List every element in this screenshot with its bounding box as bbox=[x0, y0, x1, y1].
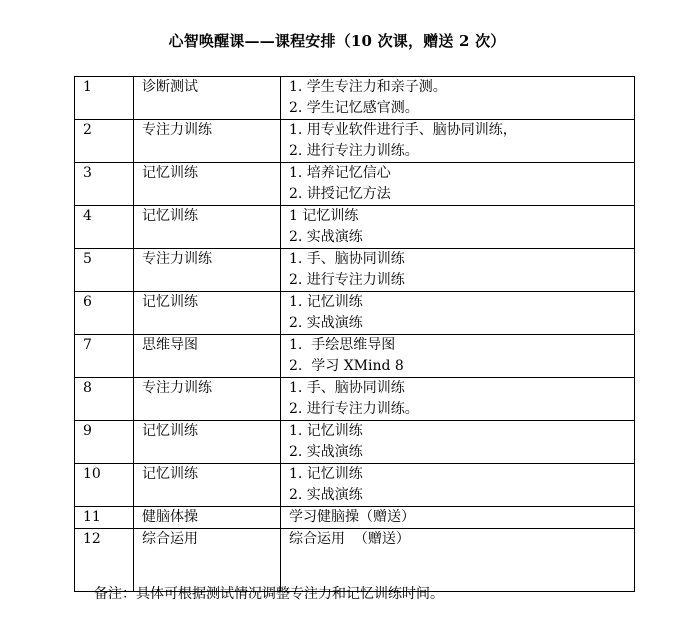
session-number: 12 bbox=[75, 529, 134, 592]
content-line: 1 记忆训练 bbox=[289, 208, 359, 224]
session-number: 6 bbox=[75, 292, 134, 335]
table-row bbox=[75, 421, 635, 464]
session-content bbox=[281, 378, 635, 421]
content-line: 1. 培养记忆信心 bbox=[289, 165, 391, 181]
session-number: 7 bbox=[75, 335, 134, 378]
course-schedule-body bbox=[75, 77, 635, 592]
table-row bbox=[75, 77, 635, 120]
content-line: 1. 记忆训练 bbox=[289, 423, 363, 439]
table-row bbox=[75, 464, 635, 507]
session-content bbox=[281, 120, 635, 163]
content-line: 2. 进行专注力训练 bbox=[289, 272, 405, 288]
session-content bbox=[281, 249, 635, 292]
session-content bbox=[281, 77, 635, 120]
session-content bbox=[281, 421, 635, 464]
session-topic: 健脑体操 bbox=[134, 507, 281, 529]
course-schedule-table bbox=[74, 76, 635, 592]
content-line: 1. 记忆训练 bbox=[289, 466, 363, 482]
session-content bbox=[281, 335, 635, 378]
session-content bbox=[281, 163, 635, 206]
session-number: 8 bbox=[75, 378, 134, 421]
session-content bbox=[281, 529, 635, 592]
table-row bbox=[75, 292, 635, 335]
content-line: 综合运用 （赠送） bbox=[289, 531, 410, 547]
content-line: 1. 用专业软件进行手、脑协同训练， bbox=[289, 122, 517, 138]
content-line: 1. 手、脑协同训练 bbox=[289, 380, 405, 396]
session-content bbox=[281, 507, 635, 529]
session-topic: 思维导图 bbox=[134, 335, 281, 378]
session-topic: 记忆训练 bbox=[134, 206, 281, 249]
session-number: 9 bbox=[75, 421, 134, 464]
content-line: 2. 学生记忆感官测。 bbox=[289, 100, 419, 116]
content-line: 2. 进行专注力训练。 bbox=[289, 401, 419, 417]
session-topic: 记忆训练 bbox=[134, 163, 281, 206]
session-topic: 记忆训练 bbox=[134, 292, 281, 335]
session-topic: 专注力训练 bbox=[134, 120, 281, 163]
session-topic: 记忆训练 bbox=[134, 421, 281, 464]
session-number: 11 bbox=[75, 507, 134, 529]
session-content bbox=[281, 206, 635, 249]
session-topic: 诊断测试 bbox=[134, 77, 281, 120]
content-line: 1. 手绘思维导图 bbox=[289, 337, 396, 353]
session-content bbox=[281, 464, 635, 507]
footnote: 备注：具体可根据测试情况调整专注力和记忆训练时间。 bbox=[94, 586, 444, 602]
table-row bbox=[75, 163, 635, 206]
session-number: 3 bbox=[75, 163, 134, 206]
content-line: 2. 进行专注力训练。 bbox=[289, 143, 419, 159]
table-row bbox=[75, 120, 635, 163]
session-number: 2 bbox=[75, 120, 134, 163]
session-content bbox=[281, 292, 635, 335]
table-row bbox=[75, 206, 635, 249]
table-row bbox=[75, 249, 635, 292]
session-number: 5 bbox=[75, 249, 134, 292]
content-line: 2. 讲授记忆方法 bbox=[289, 186, 391, 202]
table-row bbox=[75, 335, 635, 378]
table-row bbox=[75, 507, 635, 529]
session-number: 10 bbox=[75, 464, 134, 507]
content-line: 2. 实战演练 bbox=[289, 315, 363, 331]
content-line: 学习健脑操（赠送） bbox=[289, 509, 415, 525]
content-line: 2. 实战演练 bbox=[289, 229, 363, 245]
content-line: 1. 记忆训练 bbox=[289, 294, 363, 310]
table-row bbox=[75, 529, 635, 592]
session-topic: 记忆训练 bbox=[134, 464, 281, 507]
content-line: 2. 实战演练 bbox=[289, 487, 363, 503]
session-topic: 综合运用 bbox=[134, 529, 281, 592]
session-number: 1 bbox=[75, 77, 134, 120]
table-row bbox=[75, 378, 635, 421]
session-topic: 专注力训练 bbox=[134, 249, 281, 292]
document-title: 心智唤醒课——课程安排（10 次课，赠送 2 次） bbox=[168, 32, 506, 50]
session-number: 4 bbox=[75, 206, 134, 249]
content-line: 2. 实战演练 bbox=[289, 444, 363, 460]
session-topic: 专注力训练 bbox=[134, 378, 281, 421]
content-line: 1. 学生专注力和亲子测。 bbox=[289, 79, 447, 95]
content-line: 1. 手、脑协同训练 bbox=[289, 251, 405, 267]
content-line: 2. 学习 XMind 8 bbox=[289, 358, 404, 374]
